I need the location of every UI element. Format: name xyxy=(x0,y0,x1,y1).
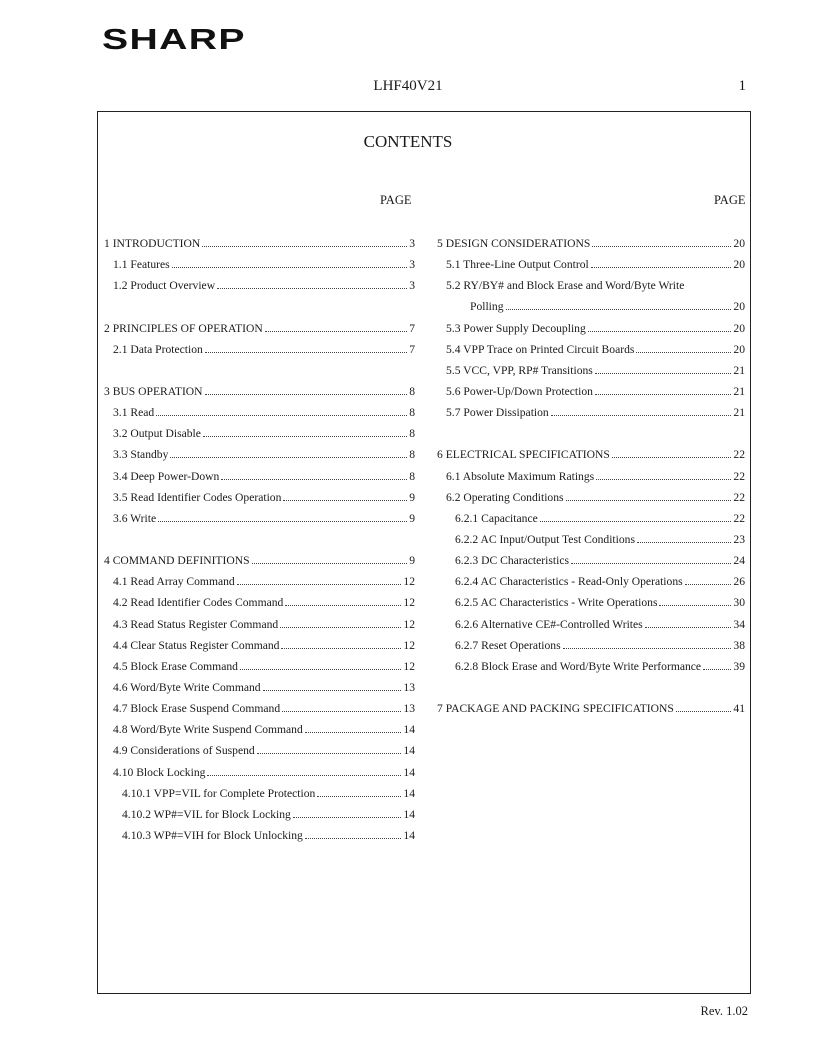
toc-entry-page: 12 xyxy=(403,638,415,652)
toc-entry xyxy=(437,571,745,592)
toc-entry-page: 12 xyxy=(403,596,415,610)
toc-dot-leader xyxy=(659,605,731,606)
page-number: 1 xyxy=(738,78,746,94)
toc-entry-title: 4.1 Read Array Command xyxy=(113,575,235,589)
toc-entry-title: 6.2.1 Capacitance xyxy=(455,511,538,525)
toc-entry xyxy=(437,698,745,719)
toc-entry xyxy=(104,825,415,846)
toc-entry-title: 5 DESIGN CONSIDERATIONS xyxy=(437,237,591,250)
toc-entry-title: 1 INTRODUCTION xyxy=(104,237,201,250)
toc-entry-title: 5.5 VCC, VPP, RP# Transitions xyxy=(446,363,593,377)
toc-dot-leader xyxy=(221,479,407,480)
toc-entry xyxy=(104,783,415,804)
toc-entry-title: 6.2.7 Reset Operations xyxy=(455,638,561,652)
toc-entry-page: 9 xyxy=(409,490,415,504)
toc-entry xyxy=(104,233,415,254)
toc-entry xyxy=(104,592,415,613)
toc-dot-leader xyxy=(676,711,732,712)
toc-entry xyxy=(104,381,415,402)
toc-entry xyxy=(437,360,745,381)
toc-entry-page: 24 xyxy=(733,554,745,568)
toc-entry-page: 22 xyxy=(733,469,745,483)
toc-entry-title: 4.5 Block Erase Command xyxy=(113,659,238,673)
toc-dot-leader xyxy=(252,563,408,564)
toc-entry-page: 14 xyxy=(403,786,415,800)
toc-entry-title: 4.10.2 WP#=VIL for Block Locking xyxy=(122,807,291,821)
toc-entry-title: 3.5 Read Identifier Codes Operation xyxy=(113,490,282,504)
toc-entry xyxy=(437,550,745,571)
toc-entry xyxy=(104,762,415,783)
toc-dot-leader xyxy=(637,542,731,543)
toc-spacer xyxy=(104,296,415,317)
toc-dot-leader xyxy=(158,521,407,522)
toc-entry-page: 20 xyxy=(733,237,745,250)
toc-entry-page: 20 xyxy=(733,342,745,356)
toc-entry xyxy=(104,740,415,761)
toc-entry-page: 34 xyxy=(733,617,745,631)
toc-entry xyxy=(104,339,415,360)
toc-entry-page: 14 xyxy=(403,723,415,737)
toc-entry-page: 8 xyxy=(409,448,415,462)
toc-dot-leader xyxy=(636,352,731,353)
toc-entry-title: 6.2.5 AC Characteristics - Write Operations xyxy=(455,596,658,610)
toc-entry-title: 1.2 Product Overview xyxy=(113,279,216,293)
toc-dot-leader xyxy=(540,521,732,522)
toc-entry-title: 4 COMMAND DEFINITIONS xyxy=(104,554,250,568)
toc-entry-page: 39 xyxy=(733,659,745,673)
toc-dot-leader xyxy=(506,309,732,310)
toc-entry-page: 13 xyxy=(403,702,415,716)
toc-entry-title: 5.7 Power Dissipation xyxy=(446,406,549,420)
toc-entry-page: 7 xyxy=(409,342,415,356)
toc-dot-leader xyxy=(263,690,402,691)
toc-entry-title: 5.6 Power-Up/Down Protection xyxy=(446,384,593,398)
toc-entry-title: 3.1 Read xyxy=(113,406,155,420)
toc-dot-leader xyxy=(703,669,731,670)
toc-dot-leader xyxy=(305,838,402,839)
toc-entry-title: 4.10.1 VPP=VIL for Complete Protection xyxy=(122,786,316,800)
toc-entry xyxy=(437,614,745,635)
toc-dot-leader xyxy=(285,605,401,606)
toc-dot-leader xyxy=(280,627,401,628)
revision-label: Rev. 1.02 xyxy=(700,1004,748,1018)
toc-entry-page: 26 xyxy=(733,575,745,589)
toc-entry-title: 5.4 VPP Trace on Printed Circuit Boards xyxy=(446,342,635,356)
toc-entry-page: 23 xyxy=(733,532,745,546)
left-page-column-heading: PAGE xyxy=(380,193,412,207)
toc-entry xyxy=(104,677,415,698)
toc-entry-page: 14 xyxy=(403,828,415,842)
toc-entry-title: 1.1 Features xyxy=(113,258,170,272)
toc-entry xyxy=(104,275,415,296)
toc-entry xyxy=(437,635,745,656)
toc-dot-leader xyxy=(205,394,408,395)
toc-entry xyxy=(437,466,745,487)
toc-entry-title: 6.2.3 DC Characteristics xyxy=(455,554,569,568)
toc-dot-leader xyxy=(612,457,732,458)
toc-entry xyxy=(104,402,415,423)
toc-entry-page: 21 xyxy=(733,363,745,377)
toc-entry-page: 12 xyxy=(403,617,415,631)
toc-entry xyxy=(437,296,745,317)
toc-entry-page: 12 xyxy=(403,659,415,673)
right-page-column-heading: PAGE xyxy=(714,193,746,207)
toc-entry-title: 4.7 Block Erase Suspend Command xyxy=(113,702,281,716)
toc-dot-leader xyxy=(551,415,732,416)
toc-dot-leader xyxy=(595,373,732,374)
toc-entry-title: 6.2.2 AC Input/Output Test Conditions xyxy=(455,532,635,546)
toc-dot-leader xyxy=(237,584,402,585)
toc-entry xyxy=(437,275,745,296)
toc-dot-leader xyxy=(566,500,732,501)
toc-entry-title: 4.3 Read Status Register Command xyxy=(113,617,279,631)
toc-entry-page: 20 xyxy=(733,321,745,335)
toc-entry-title: 6 ELECTRICAL SPECIFICATIONS xyxy=(437,448,610,462)
toc-entry-page: 20 xyxy=(733,258,745,272)
toc-dot-leader xyxy=(265,331,407,332)
toc-entry xyxy=(104,635,415,656)
toc-entry xyxy=(104,719,415,740)
toc-entry xyxy=(437,233,745,254)
toc-entry-title: 6.2.8 Block Erase and Word/Byte Write Performance xyxy=(455,659,702,673)
toc-entry xyxy=(104,614,415,635)
toc-entry xyxy=(104,804,415,825)
toc-entry-page: 41 xyxy=(733,702,745,716)
toc-entry xyxy=(437,402,745,423)
toc-entry-page: 38 xyxy=(733,638,745,652)
toc-entry-title: 4.10.3 WP#=VIH for Block Unlocking xyxy=(122,828,303,842)
toc-entry-title: 5.1 Three-Line Output Control xyxy=(446,258,589,272)
toc-entry xyxy=(104,508,415,529)
toc-dot-leader xyxy=(203,436,407,437)
toc-entry-page: 3 xyxy=(409,237,415,250)
toc-entry-page: 12 xyxy=(403,575,415,589)
toc-dot-leader xyxy=(217,288,407,289)
toc-left-column xyxy=(104,233,415,846)
toc-entry-page: 14 xyxy=(403,744,415,758)
toc-entry-page: 14 xyxy=(403,765,415,779)
toc-entry-title: Polling xyxy=(470,300,504,314)
toc-dot-leader xyxy=(283,500,407,501)
toc-dot-leader xyxy=(282,711,401,712)
toc-dot-leader xyxy=(257,753,402,754)
toc-entry-title: 4.2 Read Identifier Codes Command xyxy=(113,596,284,610)
toc-dot-leader xyxy=(563,648,732,649)
toc-entry-page: 22 xyxy=(733,511,745,525)
toc-entry xyxy=(437,508,745,529)
toc-dot-leader xyxy=(170,457,407,458)
toc-entry-page: 21 xyxy=(733,384,745,398)
toc-entry-title: 5.2 RY/BY# and Block Erase and Word/Byte Write xyxy=(446,279,685,293)
toc-entry-page: 9 xyxy=(409,554,415,568)
toc-dot-leader xyxy=(592,246,731,247)
toc-entry-title: 3.3 Standby xyxy=(113,448,169,462)
toc-spacer xyxy=(104,360,415,381)
document-id: LHF40V21 xyxy=(373,78,443,94)
toc-entry-title: 2.1 Data Protection xyxy=(113,342,203,356)
toc-entry-page: 14 xyxy=(403,807,415,821)
toc-entry-title: 3 BUS OPERATION xyxy=(104,384,203,398)
toc-entry-title: 4.8 Word/Byte Write Suspend Command xyxy=(113,723,303,737)
toc-dot-leader xyxy=(588,331,732,332)
toc-entry xyxy=(437,444,745,465)
toc-entry-page: 20 xyxy=(733,300,745,314)
toc-entry xyxy=(104,254,415,275)
toc-entry-page: 22 xyxy=(733,448,745,462)
toc-entry-page: 3 xyxy=(409,258,415,272)
sharp-logo: SHARP xyxy=(102,24,246,56)
toc-entry-title: 4.9 Considerations of Suspend xyxy=(113,744,255,758)
toc-entry xyxy=(104,656,415,677)
toc-dot-leader xyxy=(645,627,732,628)
toc-entry xyxy=(104,318,415,339)
toc-dot-leader xyxy=(595,394,731,395)
toc-entry xyxy=(104,571,415,592)
toc-entry xyxy=(104,550,415,571)
toc-entry xyxy=(437,318,745,339)
toc-entry xyxy=(437,487,745,508)
toc-entry-title: 7 PACKAGE AND PACKING SPECIFICATIONS xyxy=(437,702,674,716)
toc-entry-page: 3 xyxy=(409,279,415,293)
toc-entry xyxy=(437,254,745,275)
toc-entry xyxy=(437,529,745,550)
toc-dot-leader xyxy=(202,246,407,247)
toc-entry-page: 8 xyxy=(409,406,415,420)
toc-dot-leader xyxy=(293,817,402,818)
toc-entry-page: 8 xyxy=(409,469,415,483)
toc-entry-page: 8 xyxy=(409,427,415,441)
toc-entry-page: 9 xyxy=(409,511,415,525)
toc-entry-title: 6.2 Operating Conditions xyxy=(446,490,564,504)
toc-dot-leader xyxy=(172,267,408,268)
toc-dot-leader xyxy=(305,732,402,733)
toc-entry-page: 13 xyxy=(403,680,415,694)
toc-dot-leader xyxy=(207,775,401,776)
toc-entry xyxy=(437,339,745,360)
toc-entry-title: 3.2 Output Disable xyxy=(113,427,201,441)
toc-entry-page: 30 xyxy=(733,596,745,610)
toc-dot-leader xyxy=(317,796,401,797)
toc-entry-title: 3.6 Write xyxy=(113,511,157,525)
toc-entry-title: 4.6 Word/Byte Write Command xyxy=(113,680,261,694)
toc-spacer xyxy=(437,423,745,444)
toc-entry-title: 2 PRINCIPLES OF OPERATION xyxy=(104,321,263,335)
toc-dot-leader xyxy=(591,267,732,268)
toc-entry-title: 6.1 Absolute Maximum Ratings xyxy=(446,469,595,483)
toc-dot-leader xyxy=(571,563,731,564)
toc-spacer xyxy=(437,677,745,698)
toc-entry-page: 21 xyxy=(733,406,745,420)
toc-entry xyxy=(437,656,745,677)
toc-entry-title: 3.4 Deep Power-Down xyxy=(113,469,220,483)
toc-entry-page: 8 xyxy=(409,384,415,398)
toc-dot-leader xyxy=(596,479,731,480)
toc-dot-leader xyxy=(240,669,401,670)
toc-entry xyxy=(104,466,415,487)
toc-entry xyxy=(104,487,415,508)
toc-entry xyxy=(104,444,415,465)
toc-entry-title: 4.4 Clear Status Register Command xyxy=(113,638,280,652)
toc-right-column xyxy=(437,233,745,719)
toc-entry xyxy=(104,698,415,719)
toc-entry-title: 4.10 Block Locking xyxy=(113,765,206,779)
toc-dot-leader xyxy=(156,415,407,416)
toc-dot-leader xyxy=(281,648,401,649)
toc-dot-leader xyxy=(205,352,407,353)
toc-dot-leader xyxy=(685,584,732,585)
toc-entry-title: 6.2.6 Alternative CE#-Controlled Writes xyxy=(455,617,643,631)
toc-entry xyxy=(437,381,745,402)
toc-entry-title: 6.2.4 AC Characteristics - Read-Only Operations xyxy=(455,575,683,589)
toc-entry-title: 5.3 Power Supply Decoupling xyxy=(446,321,586,335)
toc-spacer xyxy=(104,529,415,550)
contents-heading: CONTENTS xyxy=(363,132,453,151)
toc-entry xyxy=(437,592,745,613)
toc-entry-page: 7 xyxy=(409,321,415,335)
toc-entry-page: 22 xyxy=(733,490,745,504)
toc-entry xyxy=(104,423,415,444)
